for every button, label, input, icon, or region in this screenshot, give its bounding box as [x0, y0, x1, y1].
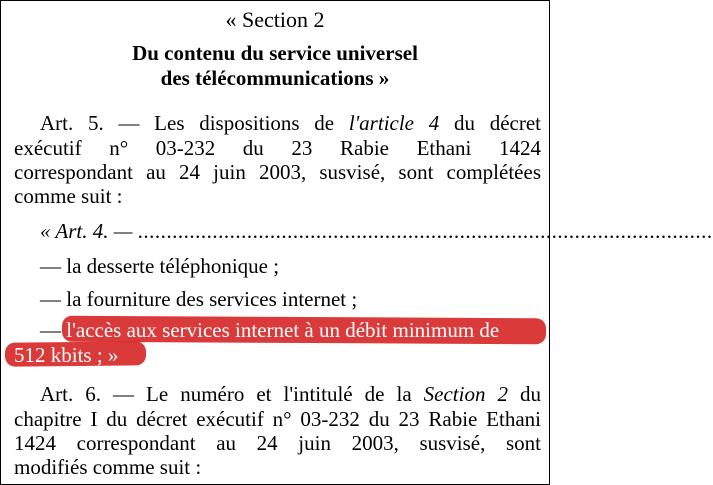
art5-article-ref: l'article 4: [348, 111, 440, 135]
art5-line-1: [14, 110, 541, 136]
art6-line-1: [14, 381, 541, 407]
art6-line-2: chapitre I du décret exécutif n° 03-232 du 23 Rabie Ethani: [14, 407, 541, 431]
art5-line1-tail: du décret: [439, 111, 541, 135]
quote-art-ref-text: « Art. 4. —: [40, 219, 133, 243]
art6-line1-tail: du: [507, 382, 541, 406]
art6-line-4: modifiés comme suit :: [14, 455, 202, 479]
highlighted-text: l'accès aux services internet à un débit minimum de: [66, 318, 500, 342]
art5-line-3: correspondant au 24 juin 2003, susvisé, sont complétées: [14, 160, 541, 184]
quote-item-2: — la fourniture des services internet ;: [40, 287, 358, 311]
section-title-line-2: des télécommunications »: [160, 66, 390, 90]
art5-line-4: comme suit :: [14, 184, 123, 208]
art6-line-3: 1424 correspondant au 24 juin 2003, susvisé, sont: [14, 431, 541, 455]
quote-article-ref: [40, 218, 713, 244]
highlighted-text-cont: 512 kbits ; »: [14, 343, 119, 367]
art6-line1-text: Art. 6. — Le numéro et l'intitulé de la: [40, 382, 424, 406]
section-heading: « Section 2: [225, 7, 325, 32]
quote-item-1: — la desserte téléphonique ;: [40, 254, 280, 278]
quote-dots: ....................................................................................................: [137, 219, 713, 243]
quote-item-3-continued: [14, 342, 118, 368]
art6-section-ref: Section 2: [423, 382, 508, 406]
art5-line-2: exécutif n° 03-232 du 23 Rabie Ethani 1424: [14, 136, 541, 160]
art5-line1-text: Art. 5. — Les dispositions de: [40, 111, 349, 135]
section-title-line-1: Du contenu du service universel: [132, 41, 418, 65]
quote-item3-dash: —: [40, 318, 67, 342]
quote-item-3: [40, 317, 499, 343]
